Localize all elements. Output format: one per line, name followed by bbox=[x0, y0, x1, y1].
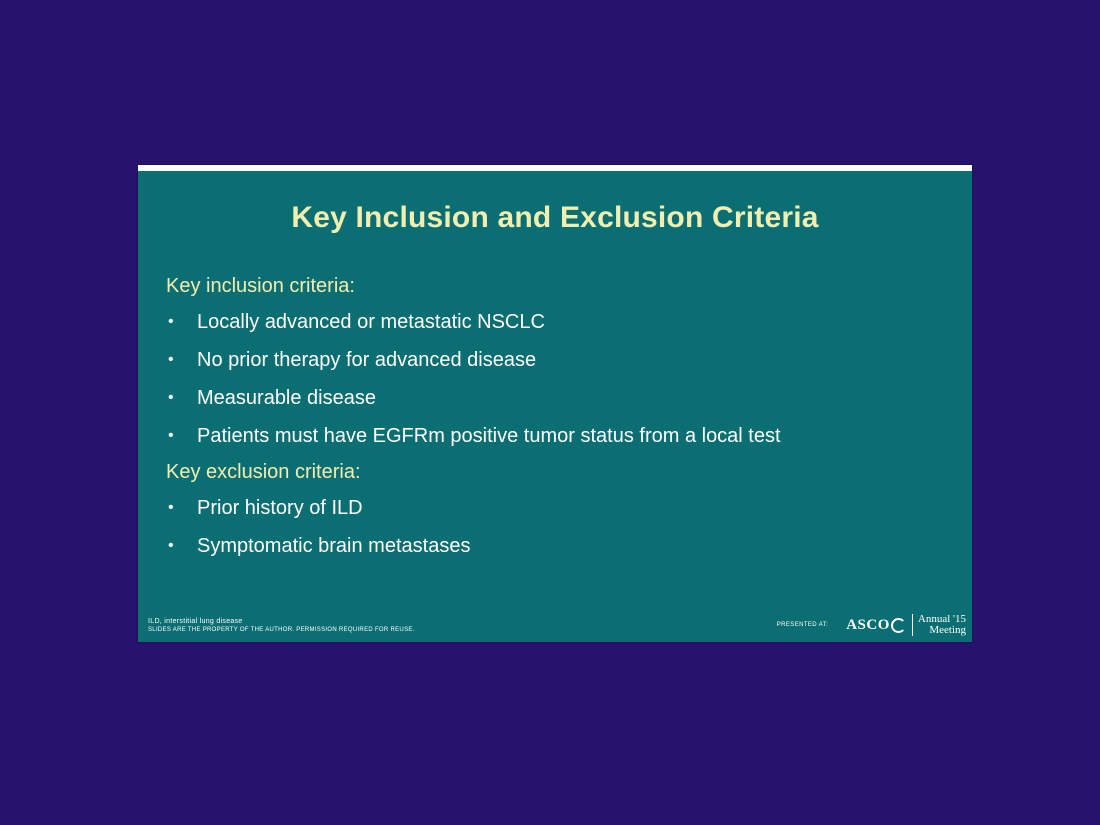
slide bbox=[138, 165, 972, 642]
slide-title: Key Inclusion and Exclusion Criteria bbox=[291, 201, 819, 234]
list-item-text: Symptomatic brain metastases bbox=[197, 535, 471, 557]
bullet-icon: • bbox=[168, 351, 174, 368]
slide-footer-left bbox=[148, 617, 415, 634]
slide-footer-right bbox=[777, 612, 966, 638]
asco-logo-text: ASCO bbox=[846, 616, 890, 633]
exclusion-list bbox=[166, 489, 946, 565]
exclusion-heading: Key exclusion criteria: bbox=[166, 461, 361, 483]
list-item-text: Prior history of ILD bbox=[197, 497, 363, 519]
inclusion-list bbox=[166, 303, 946, 455]
list-item bbox=[166, 303, 946, 341]
bullet-icon: • bbox=[168, 313, 174, 330]
list-item bbox=[166, 341, 946, 379]
logo-divider bbox=[912, 614, 913, 636]
inclusion-heading: Key inclusion criteria: bbox=[166, 275, 355, 297]
list-item-text: Patients must have EGFRm positive tumor status from a local test bbox=[197, 425, 781, 447]
slide-content bbox=[166, 269, 946, 565]
list-item-text: Locally advanced or metastatic NSCLC bbox=[197, 311, 545, 333]
asco-logo bbox=[846, 617, 906, 634]
list-item bbox=[166, 527, 946, 565]
list-item-text: Measurable disease bbox=[197, 387, 376, 409]
bullet-icon: • bbox=[168, 537, 174, 554]
list-item bbox=[166, 489, 946, 527]
bullet-icon: • bbox=[168, 427, 174, 444]
bullet-icon: • bbox=[168, 389, 174, 406]
presented-at-label: PRESENTED AT: bbox=[776, 622, 829, 628]
footnote: ILD, interstitial lung disease bbox=[148, 618, 243, 625]
list-item-text: No prior therapy for advanced disease bbox=[197, 349, 537, 371]
annual-meeting-line2: Meeting bbox=[929, 624, 966, 636]
annual-meeting-line1: Annual '15 bbox=[917, 613, 966, 625]
asco-swoosh-icon bbox=[891, 618, 906, 633]
list-item bbox=[166, 417, 946, 455]
annual-meeting-lockup bbox=[918, 614, 966, 636]
bullet-icon: • bbox=[168, 499, 174, 516]
list-item bbox=[166, 379, 946, 417]
slide-top-border bbox=[138, 165, 972, 171]
rights-notice: SLIDES ARE THE PROPERTY OF THE AUTHOR. PERMISSION REQUIRED FOR REUSE. bbox=[148, 627, 415, 633]
